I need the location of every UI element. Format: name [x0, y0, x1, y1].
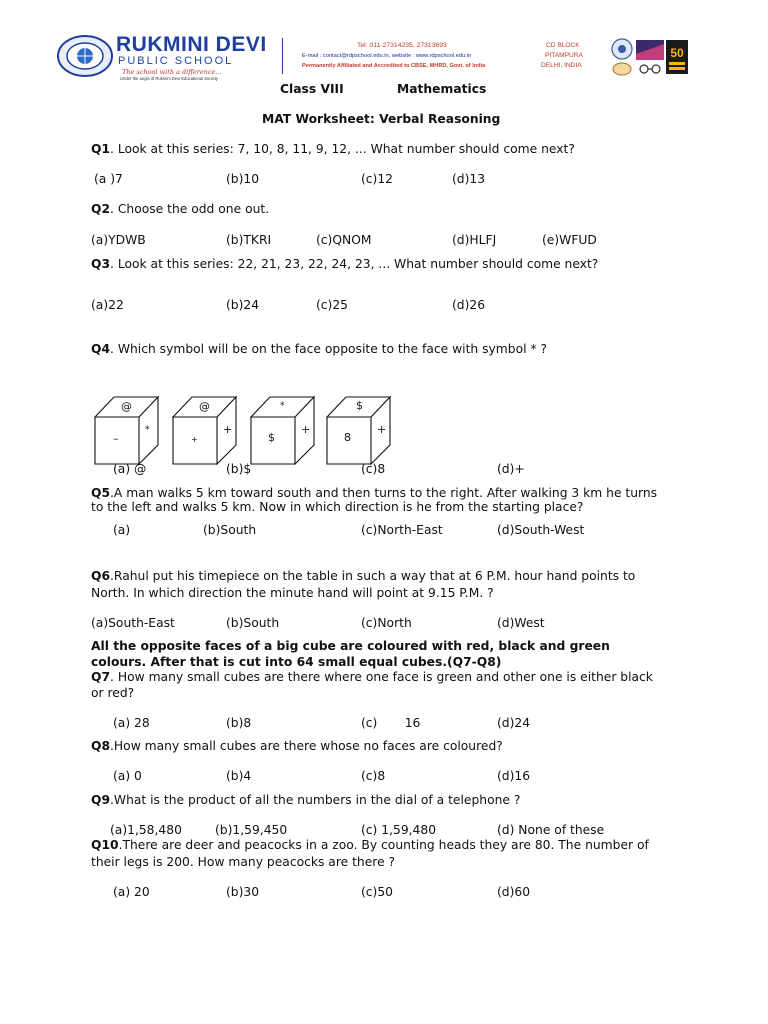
address-line-2: PITAMPURA	[545, 52, 583, 59]
cube-top-symbol: *	[280, 401, 285, 411]
passage-line-1: All the opposite faces of a big cube are coloured with red, black and green	[91, 639, 610, 653]
cube-side-symbol: +	[301, 423, 311, 436]
option-a: (a) @	[113, 462, 147, 476]
cube-front-symbol: +	[191, 435, 198, 444]
cbse-emblem-icon	[610, 38, 634, 60]
question-number: Q4	[91, 342, 111, 356]
question-number: Q10	[91, 838, 119, 852]
question-7-line-1	[91, 670, 653, 684]
option-d: (d)24	[497, 716, 531, 730]
question-1	[91, 142, 575, 156]
question-number: Q3	[91, 257, 111, 271]
option-b: (b)$	[226, 462, 252, 476]
question-5-line-1	[91, 486, 657, 500]
option-b: (b)TKRI	[226, 233, 272, 247]
option-d: (d)+	[497, 462, 525, 476]
question-text: . Which symbol will be on the face opposite to the face with symbol * ?	[110, 342, 548, 356]
option-c: (c)25	[316, 298, 349, 312]
option-d: (d)26	[452, 298, 486, 312]
option-d: (d)13	[452, 172, 486, 186]
cube-figure-2	[172, 395, 238, 465]
award-emblem-icon	[636, 40, 664, 60]
anniversary-badge-icon	[666, 40, 688, 74]
option-b: (b)8	[226, 716, 252, 730]
question-8	[91, 739, 503, 753]
society-line: Under the aegis of Rukmini Devi Educational Society	[120, 76, 218, 81]
school-name: RUKMINI DEVI	[116, 33, 267, 56]
class-label: Class VIII	[280, 82, 344, 96]
question-number: Q1	[91, 142, 111, 156]
option-b: (b)South	[226, 616, 280, 630]
option-c: (c)8	[361, 462, 386, 476]
glasses-icon	[638, 64, 662, 74]
question-5-line-2: to the left and walks 5 km. Now in which direction is he from the starting place?	[91, 500, 584, 514]
question-6-line-1	[91, 569, 635, 583]
question-number: Q8	[91, 739, 111, 753]
question-text: . Look at this series: 22, 21, 23, 22, 24, 23, ... What number should come next?	[110, 257, 599, 271]
question-text: . Choose the odd one out.	[110, 202, 270, 216]
question-text: .There are deer and peacocks in a zoo. By counting heads they are 80. The number of	[118, 838, 649, 852]
question-4	[91, 342, 547, 356]
question-3	[91, 257, 598, 271]
question-number: Q9	[91, 793, 111, 807]
option-e: (e)WFUD	[542, 233, 597, 247]
question-6-line-2: North. In which direction the minute hand will point at 9.15 P.M. ?	[91, 586, 494, 600]
option-c: (c)12	[361, 172, 394, 186]
question-text: .Rahul put his timepiece on the table in such a way that at 6 P.M. hour hand points to	[110, 569, 636, 583]
question-number: Q5	[91, 486, 111, 500]
school-subtitle: PUBLIC SCHOOL	[118, 55, 234, 67]
question-text: . How many small cubes are there where one face is green and other one is either black	[110, 670, 653, 684]
option-a: (a) 0	[113, 769, 142, 783]
option-a: (a )7	[94, 172, 123, 186]
option-d: (d)South-West	[497, 523, 585, 537]
option-b: (b)4	[226, 769, 252, 783]
option-a: (a)1,58,480	[110, 823, 182, 837]
cube-top-symbol: $	[356, 399, 363, 412]
option-c: (c) 1,59,480	[361, 823, 437, 837]
seal-emblem-icon	[612, 62, 632, 76]
question-number: Q6	[91, 569, 111, 583]
worksheet-title: MAT Worksheet: Verbal Reasoning	[262, 112, 501, 126]
question-number: Q2	[91, 202, 111, 216]
cube-top-symbol: @	[199, 400, 210, 413]
question-10-line-2: their legs is 200. How many peacocks are there ?	[91, 855, 396, 869]
cube-front-symbol: 8	[344, 431, 351, 444]
option-c: (c)North-East	[361, 523, 443, 537]
cube-side-symbol: +	[377, 423, 387, 436]
cube-side-symbol: *	[145, 425, 150, 435]
cube-side-symbol: +	[223, 423, 233, 436]
option-a: (a) 28	[113, 716, 150, 730]
question-number: Q7	[91, 670, 111, 684]
option-b: (b)24	[226, 298, 260, 312]
school-tagline: The school with a difference...	[122, 68, 222, 76]
question-text: . Look at this series: 7, 10, 8, 11, 9, 12, ... What number should come next?	[110, 142, 575, 156]
option-d: (d) None of these	[497, 823, 605, 837]
option-a: (a)YDWB	[91, 233, 146, 247]
option-c: (c)QNOM	[316, 233, 372, 247]
school-header	[0, 0, 768, 80]
option-b: (b)South	[203, 523, 257, 537]
cube-top-symbol: @	[121, 400, 132, 413]
contact-phone: Tel: 011-27314235, 27313693	[357, 42, 447, 49]
cube-front-symbol: –	[113, 432, 119, 445]
cube-figure-1	[94, 395, 160, 465]
option-a: (a)South-East	[91, 616, 175, 630]
question-text: .How many small cubes are there whose no faces are coloured?	[110, 739, 503, 753]
contact-email: E-mail : contact@rdpschool.edu.in, website : www.rdpschool.edu.in	[302, 53, 472, 59]
question-text: .What is the product of all the numbers in the dial of a telephone ?	[110, 793, 521, 807]
option-c: (c) 16	[361, 716, 421, 730]
option-c: (c)North	[361, 616, 412, 630]
address-line-3: DELHI, INDIA	[541, 62, 582, 69]
option-a: (a) 20	[113, 885, 150, 899]
option-c: (c)8	[361, 769, 386, 783]
cube-figure-3	[250, 395, 316, 465]
option-b: (b)30	[226, 885, 260, 899]
address-line-1: CD BLOCK	[546, 42, 580, 49]
question-9	[91, 793, 520, 807]
option-c: (c)50	[361, 885, 394, 899]
cube-figure-4	[326, 395, 392, 465]
question-7-line-2: or red?	[91, 686, 135, 700]
school-logo-icon	[55, 34, 115, 78]
svg-text:50: 50	[670, 46, 684, 60]
option-a: (a)	[113, 523, 131, 537]
header-divider	[282, 38, 283, 74]
option-d: (d)HLFJ	[452, 233, 497, 247]
question-2	[91, 202, 269, 216]
option-d: (d)West	[497, 616, 545, 630]
cube-front-symbol: $	[268, 431, 275, 444]
option-b: (b)10	[226, 172, 260, 186]
option-a: (a)22	[91, 298, 124, 312]
question-text: .A man walks 5 km toward south and then turns to the right. After walking 3 km he turns	[110, 486, 658, 500]
affiliation-line: Permanently Affiliated and Accredited to CBSE, MHRD, Govt. of India	[302, 63, 486, 69]
option-d: (d)16	[497, 769, 531, 783]
passage-line-2: colours. After that is cut into 64 small equal cubes.(Q7-Q8)	[91, 655, 502, 669]
option-b: (b)1,59,450	[215, 823, 288, 837]
question-10-line-1	[91, 838, 649, 852]
option-d: (d)60	[497, 885, 531, 899]
subject-label: Mathematics	[397, 82, 487, 96]
